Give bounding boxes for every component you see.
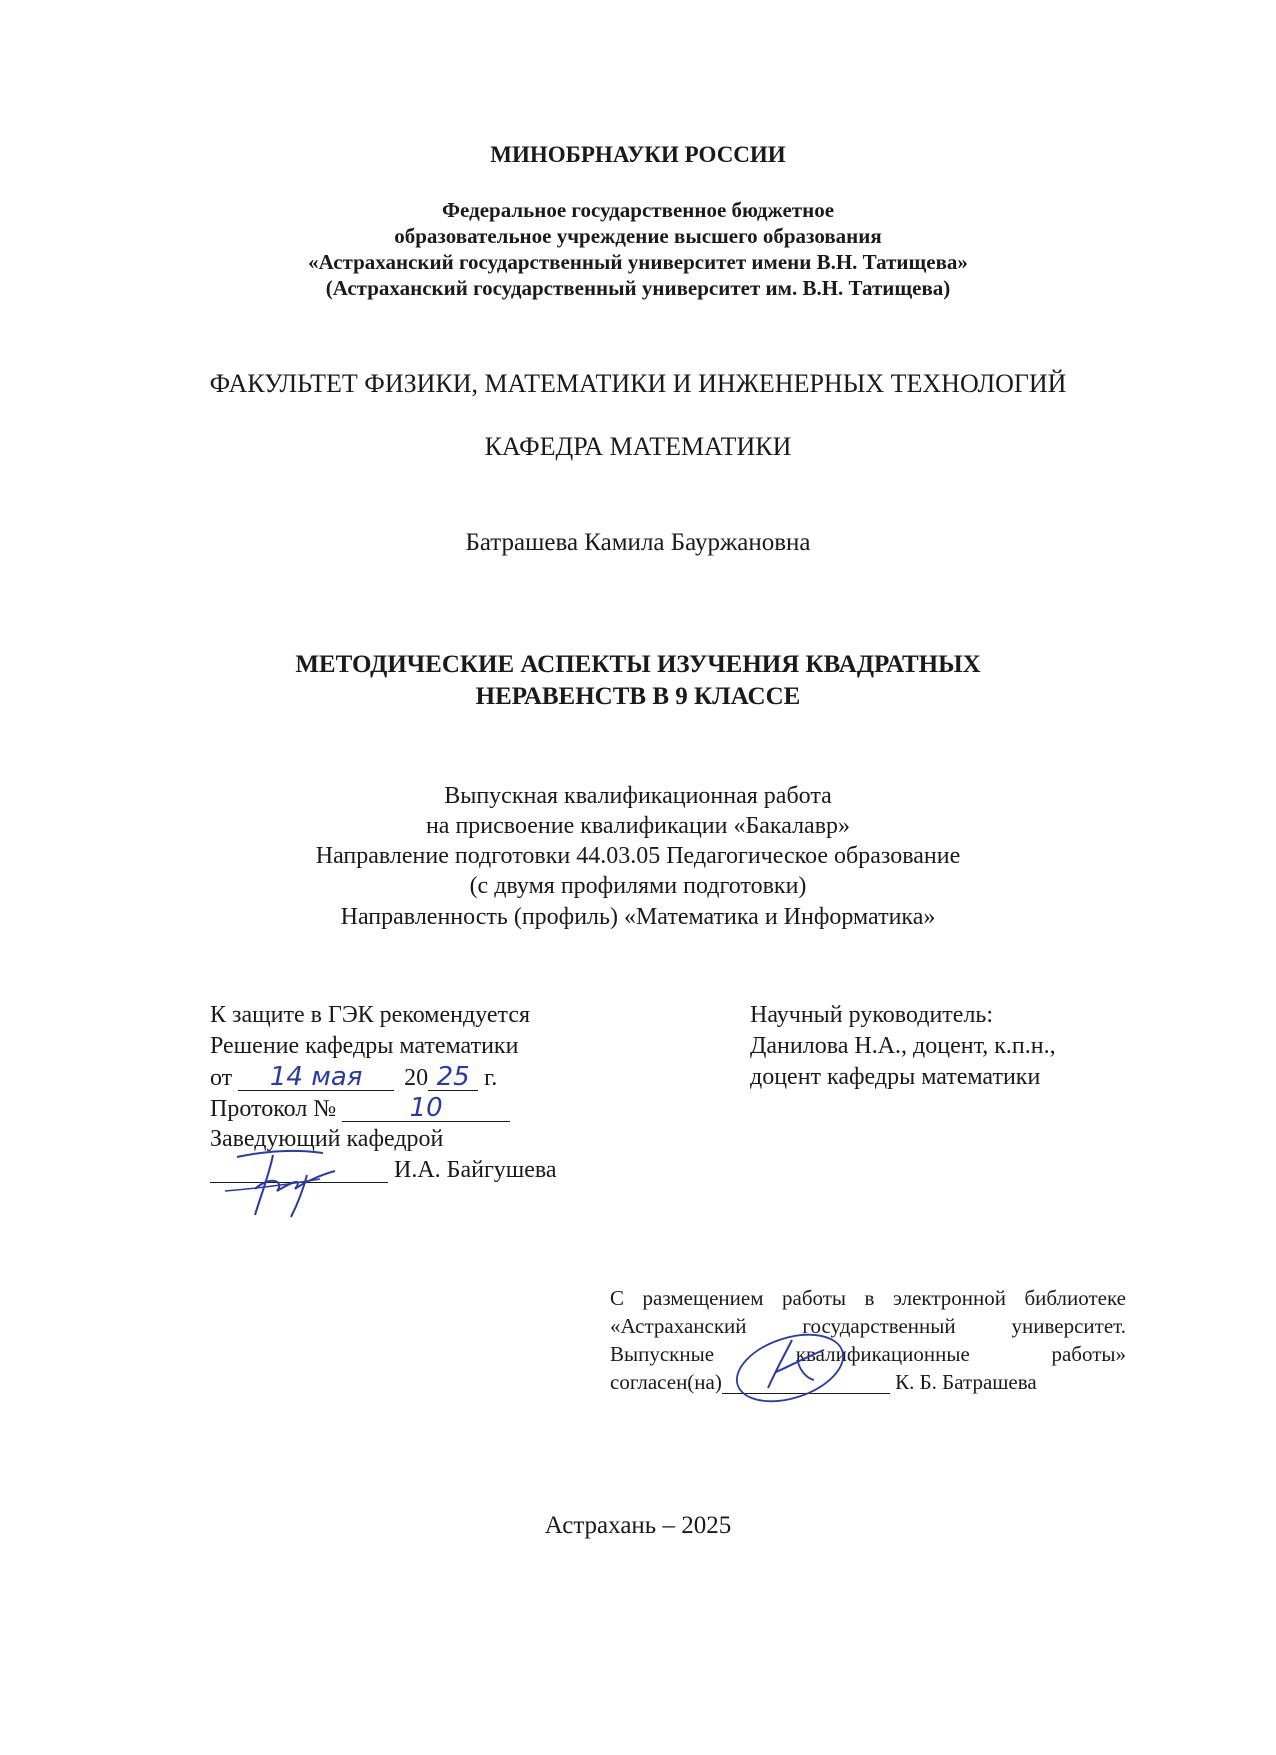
training-direction: Направление подготовки 44.03.05 Педагогическое образование (315, 843, 961, 869)
city-year: Астрахань – 2025 (544, 1512, 732, 1539)
consent-block (610, 1284, 1126, 1396)
year-prefix: 20 (404, 1065, 429, 1091)
work-type: Выпускная квалификационная работа (444, 783, 832, 809)
supervisor-position: доцент кафедры математики (750, 1064, 1041, 1090)
institution-line-1: Федеральное государственное бюджетное (441, 198, 835, 222)
department-heading: КАФЕДРА МАТЕМАТИКИ (484, 432, 792, 461)
decision-date (210, 1064, 497, 1092)
consent-agree-label: согласен(на) (610, 1370, 722, 1394)
faculty-heading: ФАКУЛЬТЕТ ФИЗИКИ, МАТЕМАТИКИ И ИНЖЕНЕРНЫХ ТЕХНОЛОГИЙ (209, 369, 1067, 398)
training-profiles-note: (с двумя профилями подготовки) (469, 873, 807, 899)
protocol-field (342, 1095, 510, 1122)
training-profile: Направленность (профиль) «Математика и Информатика» (340, 904, 936, 930)
consent-student-name: К. Б. Батрашева (895, 1370, 1037, 1394)
institution-line-2: образовательное учреждение высшего образования (394, 224, 882, 248)
consent-line-2: «Астраханский государственный университет. (610, 1314, 1126, 1338)
institution-line-4: (Астраханский государственный университет им. В.Н. Татищева) (325, 276, 951, 300)
ministry-heading: МИНОБРНАУКИ РОССИИ (490, 142, 786, 167)
head-signature-image (225, 1145, 385, 1225)
consent-line-3: Выпускные квалификационные работы» (610, 1342, 1126, 1366)
qualification: на присвоение квалификации «Бакалавр» (425, 813, 851, 839)
institution-line-3: «Астраханский государственный университет имени В.Н. Татищева» (308, 250, 968, 274)
consent-line-1: С размещением работы в электронной библиотеке (610, 1286, 1126, 1310)
protocol-label: Протокол № (210, 1096, 337, 1122)
student-signature-image (728, 1326, 868, 1406)
protocol-number (210, 1095, 510, 1123)
supervisor-label: Научный руководитель: (750, 1002, 994, 1028)
department-decision: Решение кафедры математики (210, 1033, 519, 1059)
supervisor-name: Данилова Н.А., доцент, к.п.н., (750, 1033, 1056, 1059)
year-field (428, 1064, 478, 1091)
date-field (238, 1064, 394, 1091)
defense-recommendation: К защите в ГЭК рекомендуется (210, 1002, 531, 1028)
consent-line-4 (610, 1368, 1126, 1396)
author-name: Батрашева Камила Бауржановна (465, 529, 811, 556)
year-suffix: г. (484, 1065, 498, 1091)
thesis-title-line-2: НЕРАВЕНСТВ В 9 КЛАССЕ (475, 683, 801, 710)
date-prefix: от (210, 1065, 233, 1091)
protocol-handwritten: 10 (409, 1093, 443, 1123)
head-of-department-name: И.А. Байгушева (394, 1157, 557, 1183)
year-handwritten: 25 (436, 1062, 470, 1092)
thesis-title-line-1: МЕТОДИЧЕСКИЕ АСПЕКТЫ ИЗУЧЕНИЯ КВАДРАТНЫХ (295, 651, 981, 678)
date-handwritten: 14 мая (269, 1062, 363, 1092)
head-of-department-title: Заведующий кафедрой (210, 1126, 444, 1152)
